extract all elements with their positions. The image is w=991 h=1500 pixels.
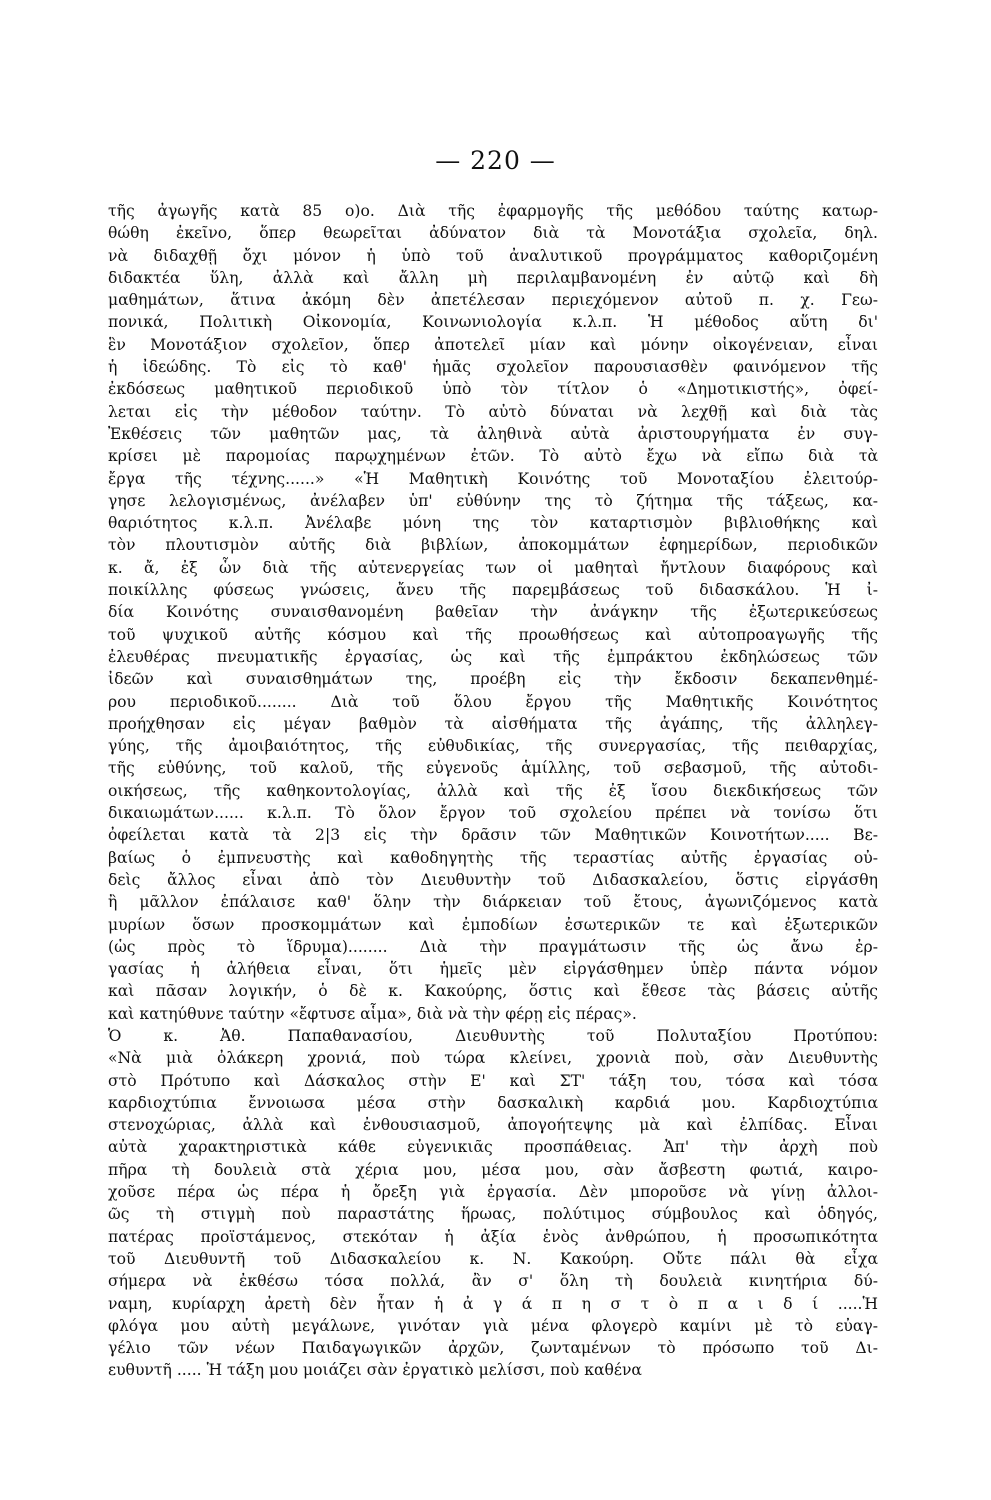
text-line: μυρίων ὅσων προσκομμάτων καὶ ἐμποδίων ἐσωτερικῶν τε καὶ ἐξωτερικῶν xyxy=(108,915,878,934)
text-line: ἡ ἰδεώδης. Τὸ εἰς τὸ καθ' ἡμᾶς σχολεῖον παρουσιασθὲν φαινόμενον τῆς xyxy=(108,358,878,377)
text-line: ἢ μᾶλλον ἐπάλαισε καθ' ὅλην τὴν διάρκειαν τοῦ ἔτους, ἀγωνιζόμενος κατὰ xyxy=(108,893,878,912)
text-line: οικήσεως, τῆς καθηκοντολογίας, ἀλλὰ καὶ τῆς ἐξ ἴσου διεκδικήσεως τῶν xyxy=(108,781,878,800)
text-line: ὀφείλεται κατὰ τὰ 2|3 εἰς τὴν δρᾶσιν τῶν Μαθητικῶν Κοινοτήτων..... Βε- xyxy=(108,826,878,845)
body-text xyxy=(108,200,878,1382)
text-line: ευθυντῆ ..... Ἡ τάξη μου μοιάζει σὰν ἐργατικὸ μελίσσι, ποὺ καθένα xyxy=(108,1361,642,1380)
text-line: πῆρα τὴ δουλειὰ στὰ χέρια μου, μέσα μου, σὰν ἄσβεστη φωτιά, καιρο- xyxy=(108,1160,878,1179)
text-line: ἰδεῶν καὶ συναισθημάτων της, προέβη εἰς τὴν ἔκδοσιν δεκαπενθημέ- xyxy=(108,670,878,689)
text-line: ἐκδόσεως μαθητικοῦ περιοδικοῦ ὑπὸ τὸν τίτλον ὁ «Δημοτικιστής», ὀφεί- xyxy=(108,380,878,399)
text-line: (ὡς πρὸς τὸ ἵδρυμα)........ Διὰ τὴν πραγμάτωσιν τῆς ὡς ἄνω ἐρ- xyxy=(108,937,878,956)
text-line: ρου περιοδικοῦ........ Διὰ τοῦ ὅλου ἔργου τῆς Μαθητικῆς Κοινότητος xyxy=(108,692,878,711)
text-line: σήμερα νὰ ἐκθέσω τόσα πολλά, ἂν σ' ὅλη τὴ δουλειὰ κινητήρια δύ- xyxy=(108,1272,878,1291)
text-line: ναμη, κυρίαρχη ἀρετὴ δὲν ἦταν ἡ ἀ γ ά π η σ τ ὸ π α ι δ ί .....Ἡ xyxy=(108,1294,878,1313)
text-line: τῆς ἀγωγῆς κατὰ 85 ο)ο. Διὰ τῆς ἐφαρμογῆς τῆς μεθόδου ταύτης κατωρ- xyxy=(108,202,878,220)
text-line: καρδιοχτύπια ἔννοιωσα μέσα στὴν δασκαλικὴ καρδιά μου. Καρδιοχτύπια xyxy=(108,1093,878,1112)
text-line: στενοχώριας, ἀλλὰ καὶ ἐνθουσιασμοῦ, ἀπογοήτεψης μὰ καὶ ἐλπίδας. Εἶναι xyxy=(108,1116,878,1135)
text-line: χοῦσε πέρα ὡς πέρα ἡ ὄρεξη γιὰ ἐργασία. Δὲν μποροῦσε νὰ γίνῃ ἀλλοι- xyxy=(108,1183,878,1202)
text-line: τὸν πλουτισμὸν αὐτῆς διὰ βιβλίων, ἀποκομμάτων ἐφημερίδων, περιοδικῶν xyxy=(108,536,878,555)
text-line: θαριότητος κ.λ.π. Ἀνέλαβε μόνη της τὸν καταρτισμὸν βιβλιοθήκης καὶ xyxy=(108,514,878,533)
text-line: Ὁ κ. Ἀθ. Παπαθανασίου, Διευθυντὴς τοῦ Πολυταξίου Προτύπου: xyxy=(108,1026,878,1045)
text-line: κρίσει μὲ παρομοίας παρῳχημένων ἐτῶν. Τὸ αὐτὸ ἔχω νὰ εἴπω διὰ τὰ xyxy=(108,447,878,466)
text-line: τοῦ Διευθυντῆ τοῦ Διδασκαλείου κ. Ν. Κακούρη. Οὔτε πάλι θὰ εἶχα xyxy=(108,1249,878,1268)
text-line: γέλιο τῶν νέων Παιδαγωγικῶν ἀρχῶν, ζωνταμένων τὸ πρόσωπο τοῦ Δι- xyxy=(108,1339,878,1358)
text-line: μαθημάτων, ἅτινα ἀκόμη δὲν ἀπετέλεσαν περιεχόμενον αὐτοῦ π. χ. Γεω- xyxy=(108,291,878,310)
text-line: γύης, τῆς ἀμοιβαιότητος, τῆς εὐθυδικίας, τῆς συνεργασίας, τῆς πειθαρχίας, xyxy=(108,737,878,756)
text-line: τῆς εὐθύνης, τοῦ καλοῦ, τῆς εὐγενοῦς ἁμίλλης, τοῦ σεβασμοῦ, τῆς αὐτοδι- xyxy=(108,759,878,778)
text-line: φλόγα μου αὐτὴ μεγάλωνε, γινόταν γιὰ μένα φλογερὸ καμίνι μὲ τὸ εὐαγ- xyxy=(108,1316,878,1335)
text-line: λεται εἰς τὴν μέθοδον ταύτην. Τὸ αὐτὸ δύναται νὰ λεχθῇ καὶ διὰ τὰς xyxy=(108,402,878,421)
page-number: — 220 — xyxy=(435,146,556,175)
text-line: διδακτέα ὕλη, ἀλλὰ καὶ ἄλλη μὴ περιλαμβανομένη ἐν αὐτῷ καὶ δὴ xyxy=(108,268,878,287)
text-line: γασίας ἡ ἀλήθεια εἶναι, ὅτι ἡμεῖς μὲν εἰργάσθημεν ὑπὲρ πάντα νόμον xyxy=(108,960,878,979)
text-line: πονικά, Πολιτικὴ Οἰκονομία, Κοινωνιολογία κ.λ.π. Ἡ μέθοδος αὕτη δι' xyxy=(108,313,878,332)
text-line: προήχθησαν εἰς μέγαν βαθμὸν τὰ αἰσθήματα τῆς ἀγάπης, τῆς ἀλληλεγ- xyxy=(108,714,878,733)
text-line: βαίως ὁ ἐμπνευστὴς καὶ καθοδηγητὴς τῆς τεραστίας αὐτῆς ἐργασίας οὐ- xyxy=(108,848,878,867)
text-line: «Νὰ μιὰ ὀλάκερη χρονιά, ποὺ τώρα κλείνει, χρονιὰ ποὺ, σὰν Διευθυντὴς xyxy=(108,1049,878,1068)
text-line: νὰ διδαχθῇ ὄχι μόνον ἡ ὑπὸ τοῦ ἀναλυτικοῦ προγράμματος καθοριζομένη xyxy=(108,246,878,265)
text-line: δεὶς ἄλλος εἶναι ἀπὸ τὸν Διευθυντὴν τοῦ Διδασκαλείου, ὅστις εἰργάσθη xyxy=(108,870,878,889)
text-line: ῶς τὴ στιγμὴ ποὺ παραστάτης ἥρωας, πολύτιμος σύμβουλος καὶ ὁδηγός, xyxy=(108,1205,878,1224)
text-line: δικαιωμάτων...... κ.λ.π. Τὸ ὅλον ἔργον τοῦ σχολείου πρέπει νὰ τονίσω ὅτι xyxy=(108,804,878,823)
text-line: τοῦ ψυχικοῦ αὐτῆς κόσμου καὶ τῆς προωθήσεως καὶ αὐτοπροαγωγῆς τῆς xyxy=(108,625,878,644)
text-line: Ἐκθέσεις τῶν μαθητῶν μας, τὰ ἀληθινὰ αὐτὰ ἀριστουργήματα ἐν συγ- xyxy=(108,424,878,443)
text-line: πατέρας προϊστάμενος, στεκόταν ἡ ἀξία ἑνὸς ἀνθρώπου, ἡ προσωπικότητα xyxy=(108,1227,878,1246)
text-line: ἓν Μονοτάξιον σχολεῖον, ὅπερ ἀποτελεῖ μίαν καὶ μόνην οἰκογένειαν, εἶναι xyxy=(108,335,878,354)
text-line: θώθη ἐκεῖνο, ὅπερ θεωρεῖται ἀδύνατον διὰ τὰ Μονοτάξια σχολεῖα, δηλ. xyxy=(108,224,878,243)
text-line: ἐλευθέρας πνευματικῆς ἐργασίας, ὡς καὶ τῆς ἐμπράκτου ἐκδηλώσεως τῶν xyxy=(108,647,878,666)
text-line: ἔργα τῆς τέχνης......» «Ἡ Μαθητικὴ Κοινότης τοῦ Μονοταξίου ἐλειτούρ- xyxy=(108,469,878,488)
text-line: ποικίλλης φύσεως γνώσεις, ἄνευ τῆς παρεμβάσεως τοῦ διδασκάλου. Ἡ ἰ- xyxy=(108,581,878,600)
text-line: καὶ κατηύθυνε ταύτην «ἔφτυσε αἷμα», διὰ νὰ τὴν φέρῃ εἰς πέρας». xyxy=(108,1004,637,1023)
text-line: κ. ἄ, ἐξ ὧν διὰ τῆς αὐτενεργείας των οἱ μαθηταὶ ἤντλουν διαφόρους καὶ xyxy=(108,558,878,577)
text-line: δία Κοινότης συναισθανομένη βαθεῖαν τὴν ἀνάγκην τῆς ἐξωτερικεύσεως xyxy=(108,603,878,622)
text-line: καὶ πᾶσαν λογικήν, ὁ δὲ κ. Κακούρης, ὅστις καὶ ἔθεσε τὰς βάσεις αὐτῆς xyxy=(108,982,878,1001)
text-line: αὐτὰ χαρακτηριστικὰ κάθε εὐγενικιᾶς προσπάθειας. Ἀπ' τὴν ἀρχὴ ποὺ xyxy=(108,1138,878,1157)
text-line: γησε λελογισμένως, ἀνέλαβεν ὑπ' εὐθύνην της τὸ ζήτημα τῆς τάξεως, κα- xyxy=(108,491,878,510)
text-line: στὸ Πρότυπο καὶ Δάσκαλος στὴν Ε' καὶ ΣΤ' τάξη του, τόσα καὶ τόσα xyxy=(108,1071,878,1090)
